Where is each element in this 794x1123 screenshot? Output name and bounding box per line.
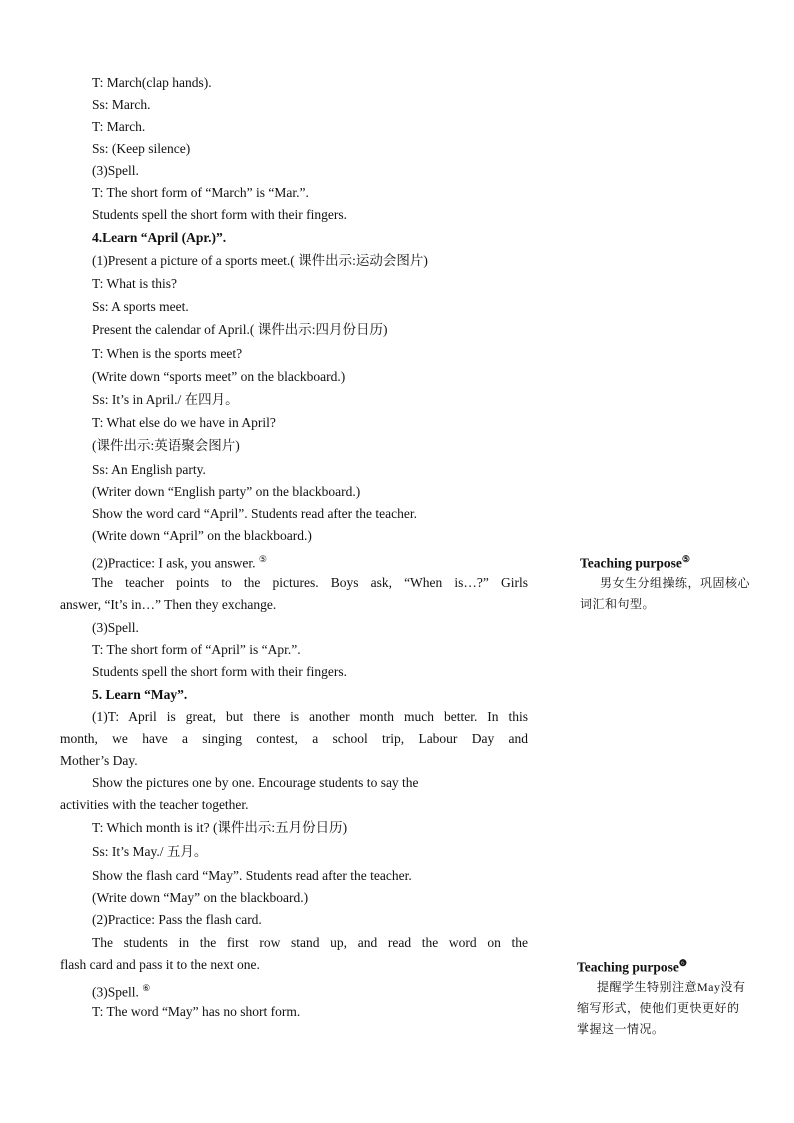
text-line: T: March(clap hands). <box>92 75 212 90</box>
text-line: (课件出示:英语聚会图片) <box>92 438 240 453</box>
margin-note <box>577 954 757 1040</box>
text-line: (2)Practice: I ask, you answer. ⑤ <box>92 554 267 571</box>
note-title: Teaching purpose⑤ <box>580 554 690 571</box>
text-line: Students spell the short form with their fingers. <box>92 207 347 222</box>
text-line: T: The short form of “March” is “Mar.”. <box>92 185 309 200</box>
text-line: month, we have a singing contest, a school trip, Labour Day and <box>60 731 528 746</box>
text-line: (1)Present a picture of a sports meet.( 课件出示:运动会图片) <box>92 253 428 268</box>
text-line: activities with the teacher together. <box>60 797 249 812</box>
text-line: Ss: It’s in April./ 在四月。 <box>92 392 239 407</box>
text-line: The students in the first row stand up, and read the word on the <box>92 935 528 950</box>
text-line: The teacher points to the pictures. Boys ask, “When is…?” Girls <box>92 575 528 590</box>
text-line: (2)Practice: Pass the flash card. <box>92 912 262 927</box>
text-line: T: What is this? <box>92 276 177 291</box>
text-line: Ss: An English party. <box>92 462 206 477</box>
text-line: Mother’s Day. <box>60 753 138 768</box>
text-line: T: The short form of “April” is “Apr.”. <box>92 642 301 657</box>
text-line: Students spell the short form with their fingers. <box>92 664 347 679</box>
text-line: Ss: It’s May./ 五月。 <box>92 844 208 859</box>
text-line: Ss: March. <box>92 97 151 112</box>
section-heading: 5. Learn “May”. <box>92 687 188 702</box>
text-line: flash card and pass it to the next one. <box>60 957 260 972</box>
text-line: T: When is the sports meet? <box>92 346 243 361</box>
text-line: Ss: A sports meet. <box>92 299 189 314</box>
text-line: (Writer down “English party” on the blackboard.) <box>92 484 361 499</box>
text-line: answer, “It’s in…” Then they exchange. <box>60 597 277 612</box>
text-line: (Write down “April” on the blackboard.) <box>92 528 312 543</box>
note-mark: ⑥ <box>142 983 151 993</box>
margin-note <box>580 550 760 615</box>
text-line: (3)Spell. <box>92 163 139 178</box>
note-mark: ⑤ <box>258 554 267 564</box>
text-line: T: The word “May” has no short form. <box>92 1004 301 1019</box>
text-line: (1)T: April is great, but there is another month much better. In this <box>92 709 528 724</box>
text-line: Ss: (Keep silence) <box>92 141 191 156</box>
text-line: Show the flash card “May”. Students read after the teacher. <box>92 868 412 883</box>
text-line: T: March. <box>92 119 146 134</box>
note-body: 男女生分组操练，巩固核心词汇和句型。 <box>580 575 751 611</box>
section-heading: 4.Learn “April (Apr.)”. <box>92 230 227 245</box>
note-title: Teaching purpose$^❻$ <box>577 958 687 975</box>
text-line: T: What else do we have in April? <box>92 415 276 430</box>
note-mark: ⑤ <box>681 554 690 564</box>
text-line: Show the pictures one by one. Encourage students to say the <box>92 775 419 790</box>
text-line: T: Which month is it? (课件出示:五月份日历) <box>92 820 348 835</box>
text-line: (Write down “May” on the blackboard.) <box>92 890 309 905</box>
text-line: Present the calendar of April.( 课件出示:四月份日历) <box>92 322 388 337</box>
text-line: (Write down “sports meet” on the blackboard.) <box>92 369 346 384</box>
text-line: Show the word card “April”. Students read after the teacher. <box>92 506 418 521</box>
note-body: 提醒学生特别注意May没有缩写形式，使他们更快更好的掌握这一情况。 <box>577 979 746 1036</box>
text-line: (3)Spell. <box>92 620 139 635</box>
text-line: (3)Spell. ⑥ <box>92 983 151 1000</box>
note-mark: ❻ <box>678 958 687 968</box>
